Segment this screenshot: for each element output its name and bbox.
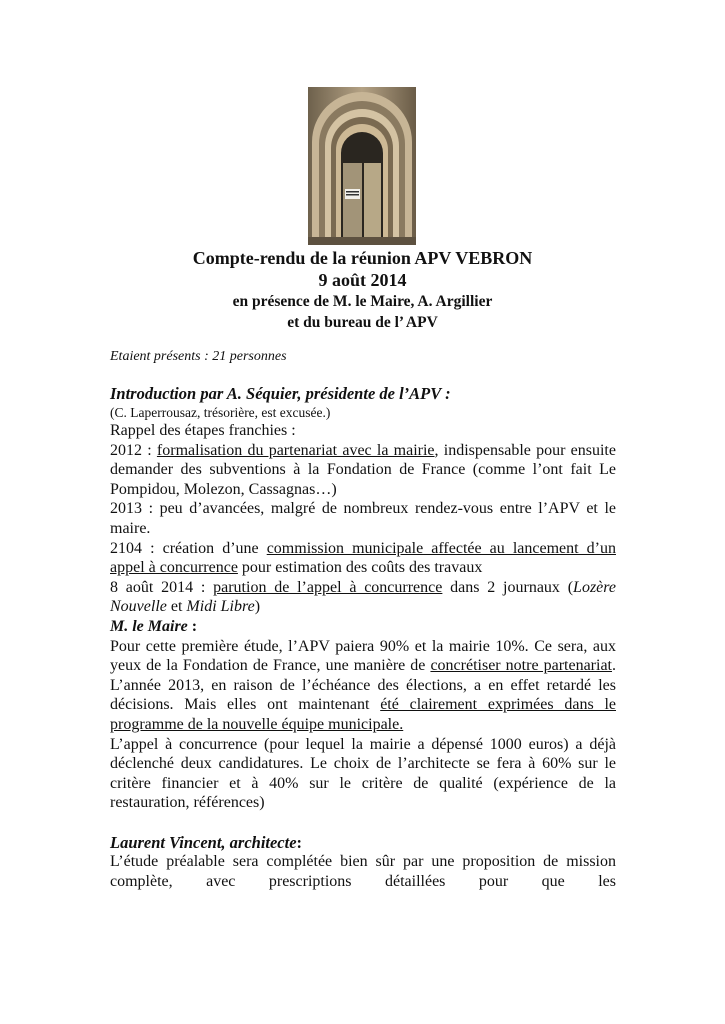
step-2012-text: , indispensable pour ensuite demander des subventions à la Fondation de France (comme l’ont fait Le Pompidou, Molezon, Cassagnas…)	[110, 441, 616, 498]
document-title-block	[0, 247, 725, 333]
step-aug-date: 8 août 2014 :	[110, 578, 214, 596]
maire-p1-underlined-2: été clairement exprimées dans le programme de la nouvelle équipe municipale.	[110, 696, 616, 733]
step-aug-and: et	[166, 598, 187, 616]
arch-doorway-image	[308, 87, 416, 245]
step-aug-2014	[110, 578, 616, 617]
step-aug-text: dans 2 journaux (	[442, 578, 574, 596]
architecte-heading-colon: :	[296, 832, 303, 852]
title-subline-1: en présence de M. le Maire, A. Argillier	[232, 293, 493, 310]
step-2104-text: pour estimation des coûts des travaux	[237, 559, 483, 577]
intro-heading: Introduction par A. Séquier, présidente de l’APV :	[110, 384, 451, 403]
attendance-line: Etaient présents : 21 personnes	[110, 349, 287, 364]
recall-line: Rappel des étapes franchies :	[110, 422, 296, 439]
church-door-photo	[308, 87, 416, 245]
architecte-heading	[110, 833, 616, 853]
maire-heading	[110, 617, 616, 637]
step-aug-underlined: parution de l’appel à concurrence	[213, 578, 443, 596]
architecte-heading-name: Laurent Vincent, architecte	[110, 832, 297, 852]
document-title: Compte-rendu de la réunion APV VEBRON	[192, 248, 533, 268]
step-2012-year: 2012 :	[110, 441, 157, 459]
maire-paragraph-2: L’appel à concurrence (pour lequel la mairie a dépensé 1000 euros) a déjà déclenché deux candidatures. Le choix de l’architecte se fera à 60% sur le critère financier et à 40% sur le critère de qualité (expérience de la restauration, références)	[110, 735, 616, 812]
maire-heading-name: M. le Maire	[110, 617, 188, 635]
step-2104-year: 2104 : création d’une	[110, 539, 267, 557]
maire-heading-colon: :	[187, 617, 198, 635]
step-aug-close: )	[254, 598, 261, 616]
step-2012	[110, 441, 616, 500]
newspaper-1: Lozère Nouvelle	[110, 578, 617, 616]
newspaper-2: Midi Libre	[186, 598, 255, 616]
title-subline-2: et du bureau de l’ APV	[287, 314, 438, 331]
step-2104-underlined: commission municipale affectée au lancement d’un appel à concurrence	[110, 539, 616, 577]
meeting-date: 9 août 2014	[318, 270, 407, 290]
maire-p1-underlined-1: concrétiser notre partenariat	[430, 657, 613, 675]
step-2104	[110, 539, 616, 578]
step-2012-underlined: formalisation du partenariat avec la mairie	[156, 441, 435, 459]
maire-paragraph-1	[110, 637, 616, 735]
maire-p1-a: Pour cette première étude, l’APV paiera 90% et la mairie 10%. Ce sera, aux yeux de la Fondation de France, une manière de	[110, 637, 616, 675]
step-2013: 2013 : peu d’avancées, malgré de nombreux rendez-vous entre l’APV et le maire.	[110, 500, 616, 537]
maire-p1-b: . L’année 2013, en raison de l’échéance des élections, a en effet retardé les décisions. Mais elles ont maintenant	[110, 657, 617, 714]
document-body	[110, 348, 616, 892]
architecte-paragraph-1: L’étude préalable sera complétée bien sûr par une proposition de mission complète, avec prescriptions détaillées pour que les	[110, 853, 616, 891]
excused-note: (C. Laperrousaz, trésorière, est excusée.)	[110, 405, 331, 420]
